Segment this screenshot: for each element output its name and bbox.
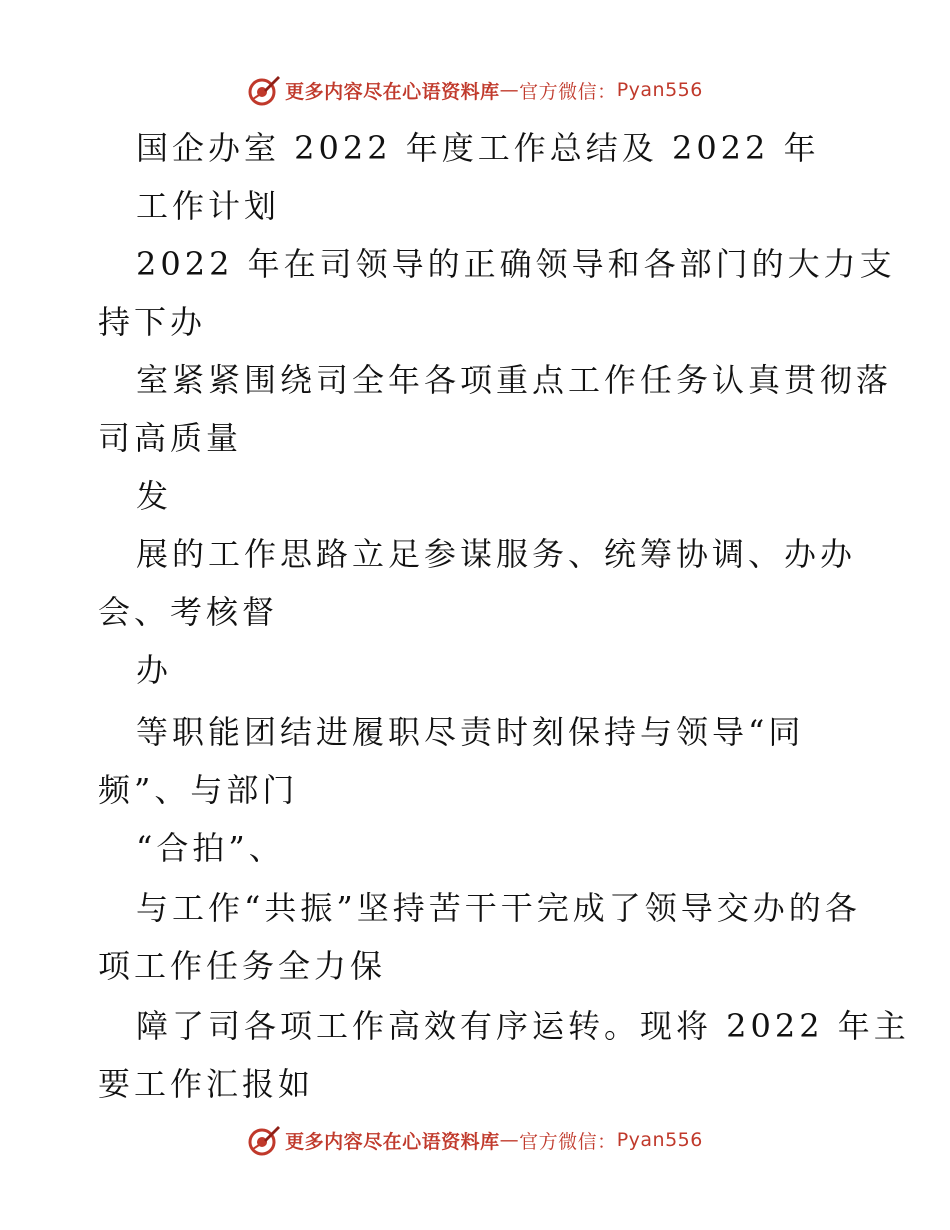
doc-paragraph-line: 等职能团结进履职尽责时刻保持与领导“同 — [136, 713, 805, 751]
pen-logo-icon — [247, 73, 281, 107]
doc-paragraph-line: 2022 年在司领导的正确领导和各部门的大力支 — [136, 245, 896, 283]
doc-paragraph-line: 展的工作思路立足参谋服务、统筹协调、办办 — [136, 535, 857, 573]
watermark-wechat-id: Pyan556 — [616, 1129, 703, 1151]
watermark-wechat-id: Pyan556 — [616, 79, 703, 101]
doc-paragraph-line: 障了司各项工作高效有序运转。现将 2022 年主 — [136, 1007, 910, 1045]
doc-paragraph-line: 会、考核督 — [98, 593, 279, 631]
watermark-wechat-label: 官方微信： — [519, 80, 617, 103]
doc-paragraph-line: 室紧紧围绕司全年各项重点工作任务认真贯彻落 — [136, 361, 893, 399]
watermark-site-text: 更多内容尽在心语资料库 — [285, 1130, 500, 1153]
doc-title-line-2: 工作计划 — [136, 187, 281, 225]
watermark-dash: — — [499, 79, 520, 101]
doc-paragraph-line: 办 — [136, 651, 173, 689]
doc-paragraph-line: 发 — [136, 477, 173, 515]
watermark-banner-top — [0, 70, 950, 110]
watermark-site-text: 更多内容尽在心语资料库 — [285, 80, 500, 103]
doc-title-line-1: 国企办室 2022 年度工作总结及 2022 年 — [136, 129, 820, 167]
pen-logo-icon — [247, 1123, 281, 1157]
watermark-banner-bottom — [0, 1120, 950, 1160]
doc-paragraph-line: 要工作汇报如 — [98, 1065, 315, 1103]
watermark-dash: — — [499, 1129, 520, 1151]
doc-paragraph-line: 与工作“共振”坚持苦干干完成了领导交办的各 — [136, 889, 861, 927]
doc-paragraph-line: 持下办 — [98, 303, 207, 341]
doc-paragraph-line: 频”、与部门 — [98, 771, 299, 809]
watermark-wechat-label: 官方微信： — [519, 1130, 617, 1153]
doc-paragraph-line: 司高质量 — [98, 419, 243, 457]
doc-paragraph-line: “合拍”、 — [136, 829, 285, 867]
doc-paragraph-line: 项工作任务全力保 — [98, 947, 387, 985]
